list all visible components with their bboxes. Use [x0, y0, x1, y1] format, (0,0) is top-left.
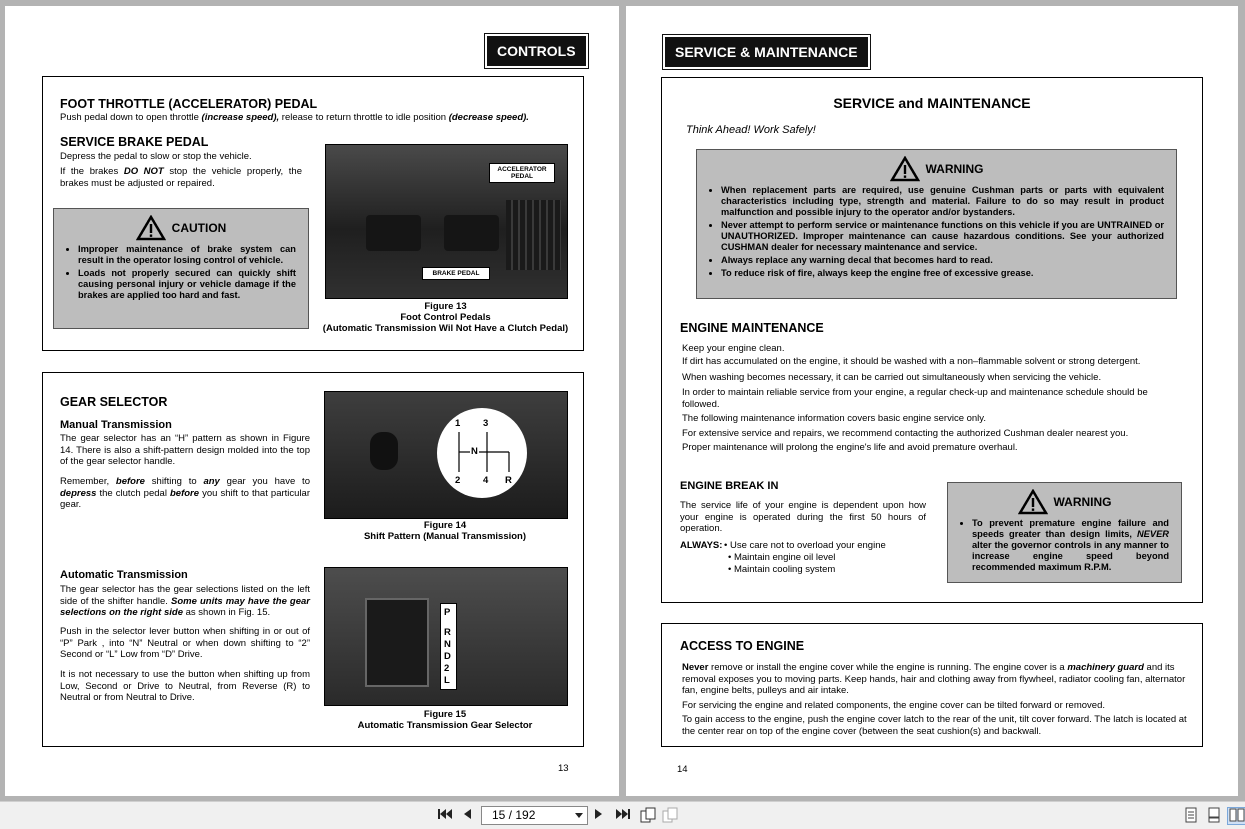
page-number-value: 15 / 192 [492, 808, 536, 822]
warning-item: • When replacement parts are required, use genuine Cushman parts or parts with equivalent characteristics including type, strength and material. Failure to do so may result in product malfunction and possible injury to the operator and/or bystanders. [721, 185, 1164, 218]
foot-controls-section [42, 76, 584, 351]
caution-item: • Loads not properly secured can quickly shift causing personal injury or vehicle damage if the brakes are applied too hard and fast. [78, 268, 296, 301]
continuous-page-icon [1208, 807, 1220, 823]
two-page-icon [1229, 808, 1245, 822]
always-item: • Maintain engine oil level [728, 552, 836, 563]
gear-r: R [444, 627, 451, 638]
break-in-text: The service life of your engine is dependent upon how your engine is operated during the first 50 hours of operation. [680, 500, 926, 535]
always-label: ALWAYS: [680, 540, 723, 551]
warning-title-2: WARNING [1053, 495, 1112, 509]
previous-page-icon [462, 807, 472, 821]
service-section [661, 77, 1203, 603]
shift-pattern-circle [437, 408, 527, 498]
service-title: SERVICE and MAINTENANCE [833, 95, 1031, 111]
single-page-view-button[interactable] [1184, 807, 1198, 823]
engine-line: For extensive service and repairs, we recommend contacting the authorized Cushman dealer nearest you. [682, 428, 1129, 439]
caution-heading [54, 215, 308, 241]
warning-list-2 [948, 518, 1181, 573]
warning-box-2 [947, 482, 1182, 583]
gear-n: N [471, 446, 478, 457]
brake-pedal-label: BRAKE PEDAL [422, 267, 490, 280]
clutch-pedal-shape [366, 215, 421, 251]
single-page-icon [1185, 807, 1197, 823]
brake-text-2: If the brakes DO NOT stop the vehicle properly, the brakes must be adjusted or repaired. [60, 166, 302, 189]
shifter-housing [365, 598, 429, 687]
always-item: • Maintain cooling system [728, 564, 836, 575]
copy-icon [640, 807, 656, 823]
manual-transmission-title: Manual Transmission [60, 419, 172, 431]
gear-n: N [444, 639, 451, 650]
auto-text-3: It is not necessary to use the button when shifting up from Low, Second or Drive to Neutral, from Reverse (R) to Neutral or from Neutral to Drive. [60, 669, 310, 704]
warning-heading-1 [697, 156, 1176, 182]
caution-box [53, 208, 309, 329]
warning-triangle-icon [1018, 489, 1048, 515]
previous-page-button[interactable] [460, 807, 474, 823]
gear-d: D [444, 651, 451, 662]
next-page-icon [594, 807, 604, 821]
engine-line: In order to maintain reliable service from your engine, a regular check-up and maintenance schedule should be followed. [682, 387, 1148, 410]
auto-text-1: The gear selector has the gear selections listed on the left side of the shifter handle. Some units may have the gear selections on the right side as shown in Fig. 15. [60, 584, 311, 619]
warning-triangle-icon [136, 215, 166, 241]
first-page-button[interactable] [436, 807, 454, 823]
controls-header: CONTROLS [485, 34, 588, 68]
engine-line: The following maintenance information covers basic engine service only. [682, 413, 986, 424]
access-text-1: Never remove or install the engine cover while the engine is running. The engine cover is a machinery guard and its removal exposes you to moving parts. Keep hands, hair and clothing away from flywheel, radiator cooling fan, alternator fan, engine belts, pulleys and air intake. [682, 662, 1186, 697]
brake-text-1: Depress the pedal to slow or stop the vehicle. [60, 151, 252, 162]
manual-text-1: The gear selector has an “H” pattern as shown in Figure 14. There is also a shift-pattern design molded into the top of the gear selector handle. [60, 433, 310, 468]
two-page-view-button[interactable] [1227, 807, 1245, 825]
shift-pattern-photo [324, 391, 568, 519]
right-page [626, 6, 1238, 796]
warning-triangle-icon [890, 156, 920, 182]
gear-4: 4 [483, 475, 489, 486]
engine-line: When washing becomes necessary, it can be carried out simultaneously when servicing the vehicle. [682, 372, 1102, 383]
accelerator-label: ACCELERATOR PEDAL [489, 163, 555, 183]
safety-motto: Think Ahead! Work Safely! [686, 124, 816, 136]
foot-throttle-text: Push pedal down to open throttle (increase speed), release to return throttle to idle position (decrease speed). [60, 112, 529, 123]
last-page-button[interactable] [614, 807, 632, 823]
warning-item: • Always replace any warning decal that becomes hard to read. [721, 255, 1164, 266]
access-title: ACCESS TO ENGINE [680, 639, 805, 653]
gear-list-strip [440, 603, 457, 690]
page-number: 13 [558, 763, 569, 774]
figure-14-caption: Figure 14 Shift Pattern (Manual Transmission) [363, 520, 527, 542]
access-text-3: To gain access to the engine, push the engine cover latch to the rear of the unit, tilt cover forward. The latch is located at the center rear on top of the engine cover (between the seat cushion(s) and backwall. [682, 714, 1187, 737]
warning-box-1 [696, 149, 1177, 299]
copy-page-button[interactable] [640, 807, 656, 823]
always-item: • Use care not to overload your engine [724, 540, 886, 551]
paste-icon [662, 807, 678, 823]
engine-line: Proper maintenance will prolong the engine's life and avoid premature overhaul. [682, 442, 1018, 453]
accelerator-pedal-shape [506, 200, 561, 270]
gear-3: 3 [483, 418, 489, 429]
page-number: 14 [677, 764, 688, 775]
warning-list-1 [697, 185, 1176, 279]
warning-title-1: WARNING [925, 162, 984, 176]
caution-title: CAUTION [171, 221, 227, 235]
gear-selector-title: GEAR SELECTOR [60, 395, 168, 409]
first-page-icon [437, 807, 453, 821]
warning-heading-2 [948, 489, 1181, 515]
caution-item: • Improper maintenance of brake system can result in the operator losing control of vehicle. [78, 244, 296, 266]
access-text-2: For servicing the engine and related components, the engine cover can be tilted forward or removed. [682, 700, 1105, 711]
caution-list [54, 244, 308, 301]
gear-p: P [444, 607, 451, 618]
figure-13-caption: Figure 13 Foot Control Pedals (Automatic Transmission Wil Not Have a Clutch Pedal) [322, 301, 569, 334]
service-brake-title: SERVICE BRAKE PEDAL [60, 135, 209, 149]
automatic-transmission-title: Automatic Transmission [60, 569, 188, 581]
warning-item: • Never attempt to perform service or maintenance functions on this vehicle if you are UNTRAINED or UNAUTHORIZED. Improper maintenance can cause hazardous conditions. See your authorized CUSHMAN dealer for necessary maintenance and service. [721, 220, 1164, 253]
access-to-engine-section [661, 623, 1203, 747]
engine-line: If dirt has accumulated on the engine, it should be washed with a non–flammable solvent or strong detergent. [682, 356, 1141, 367]
figure-15-caption: Figure 15 Automatic Transmission Gear Selector [357, 709, 533, 731]
foot-pedals-photo [325, 144, 568, 299]
gear-2: 2 [455, 475, 461, 486]
engine-maintenance-title: ENGINE MAINTENANCE [680, 321, 824, 335]
gear-r: R [505, 475, 512, 486]
service-maintenance-header: SERVICE & MAINTENANCE [663, 35, 870, 69]
gear-1: 1 [455, 418, 461, 429]
left-page [5, 6, 619, 796]
shift-knob-shape [370, 432, 398, 470]
brake-pedal-shape [444, 215, 499, 251]
shift-pattern-lines [437, 408, 527, 498]
engine-line: Keep your engine clean. [682, 343, 785, 354]
next-page-button[interactable] [592, 807, 606, 823]
chevron-down-icon[interactable] [575, 813, 583, 819]
auto-text-2: Push in the selector lever button when shifting in or out of “P” Park , into “N” Neutral or when down shifting to “2” Second or “L” Low from “D” Drive. [60, 626, 310, 661]
last-page-icon [615, 807, 631, 821]
engine-break-in-title: ENGINE BREAK IN [680, 480, 779, 492]
foot-throttle-title: FOOT THROTTLE (ACCELERATOR) PEDAL [60, 97, 318, 111]
viewer-toolbar [0, 801, 1245, 829]
paste-page-button[interactable] [662, 807, 678, 823]
auto-gear-selector-photo [324, 567, 568, 706]
warning-item: • To reduce risk of fire, always keep the engine free of excessive grease. [721, 268, 1164, 279]
gear-selector-section [42, 372, 584, 747]
manual-text-2: Remember, before shifting to any gear you have to depress the clutch pedal before you shift to that particular gear. [60, 476, 310, 511]
gear-l: L [444, 675, 450, 686]
warning-item: • To prevent premature engine failure and speeds greater than design limits, NEVER alter the governor controls in any manner to increase engine speed beyond recommended maximum R.P.M. [972, 518, 1169, 573]
page-number-field[interactable] [481, 806, 588, 825]
continuous-view-button[interactable] [1207, 807, 1221, 823]
gear-2: 2 [444, 663, 450, 674]
